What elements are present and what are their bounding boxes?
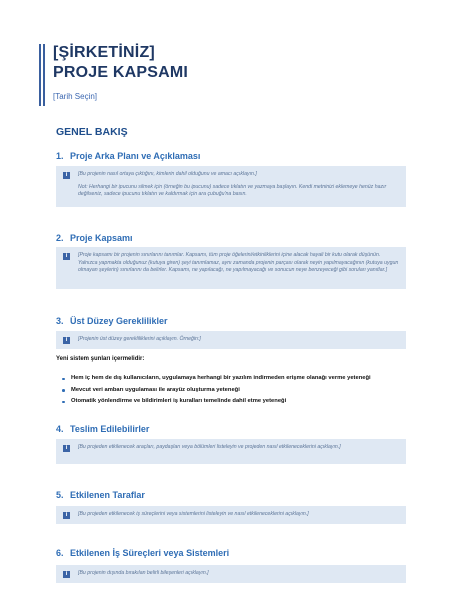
overview-heading: GENEL BAKIŞ [56, 126, 128, 138]
tip-box[interactable] [56, 565, 406, 583]
section-heading-2 [56, 233, 133, 244]
tip-box[interactable] [56, 331, 406, 349]
section-heading-1 [56, 151, 200, 162]
section-title: Üst Düzey Gereklilikler [70, 316, 168, 326]
tip-text: [Bu projeden etkilenecek iş süreçlerini veya sistemlerini listeleyin ve nasıl etkileneceklerini açıklayın.] [78, 511, 309, 517]
section-title: Proje Arka Planı ve Açıklaması [70, 151, 201, 161]
info-icon: i [63, 512, 70, 519]
info-icon: i [63, 571, 70, 578]
section-number: 6. [56, 548, 64, 558]
section-title: Proje Kapsamı [70, 233, 133, 243]
requirements-list [62, 373, 371, 408]
tip-text: Not: Herhangi bir ipucunu silmek için (örneğin bu ipucunu) sadece tıklatın ve yazmaya başlayın. Kendi metninizi eklemeye henüz hazır değilseniz, sadece ipucunu tıklatın ve kaldırmak için ara çubuğu'na basın. [78, 183, 387, 198]
info-icon: i [63, 172, 70, 179]
company-name[interactable]: [ŞİRKETİNİZ] [53, 44, 155, 61]
bullet-icon [62, 389, 65, 392]
tip-text: [Projenin üst düzey gerekliliklerini açıklayın. Örneğin:] [78, 336, 201, 342]
section-title: Teslim Edilebilirler [70, 424, 150, 434]
info-icon: i [63, 337, 70, 344]
section-heading-4 [56, 424, 149, 435]
tip-box[interactable] [56, 166, 406, 207]
section-title: Etkilenen İş Süreçleri veya Sistemleri [70, 548, 230, 558]
section-number: 4. [56, 424, 64, 434]
date-picker[interactable]: [Tarih Seçin] [53, 92, 98, 101]
section-number: 2. [56, 233, 64, 243]
section-title: Etkilenen Taraflar [70, 490, 145, 500]
section-number: 5. [56, 490, 64, 500]
tip-box[interactable] [56, 439, 406, 464]
tip-text: [Bu projenin dışında bırakılan belirli bileşenleri açıklayın.] [78, 570, 209, 576]
section-heading-6 [56, 548, 229, 559]
list-item: Mevcut veri ambarı uygulaması ile arayüz oluşturma yeteneği [62, 385, 371, 397]
tip-text: [Bu projeden etkilenecek araçları, paydaşları veya bölümleri listeleyin ve projeden nasıl etkileneceklerini açıklayın.] [78, 444, 341, 450]
section-heading-3 [56, 316, 168, 327]
info-icon: i [63, 253, 70, 260]
section-heading-5 [56, 490, 145, 501]
tip-box[interactable] [56, 247, 406, 289]
list-item: Otomatik yönlendirme ve bildirimleri iş kuralları temelinde dahil etme yeteneği [62, 396, 371, 408]
title-accent-bars [39, 44, 48, 106]
tip-box[interactable] [56, 506, 406, 524]
bullet-icon [62, 401, 65, 404]
document-title: PROJE KAPSAMI [53, 64, 189, 81]
list-item: Hem iç hem de dış kullanıcıların, uygulamaya herhangi bir yazılım indirmeden erişme olanağı verme yeteneği [62, 373, 371, 385]
tip-text: [Proje kapsamı bir projenin sınırlarını tanımlar. Kapsamı, tüm proje öğelerini/etkinliklerini içine alacak hayali bir kutu olarak düşünün. Yalnızca yapmakta olduğunuz (kutuya giren) şeyi tanımlamaz, aynı zamanda projenin parçası olarak neyin yapılmayacağının (kutuya uygun olmayan şeylerin) sınırlarını da belirler. Kapsamı, ne yapılacağı, ne yapılmayacağı ve sonucun neye benzeyeceği gibi soruları yanıtlar.] [78, 252, 399, 274]
section-number: 1. [56, 151, 64, 161]
tip-text: [Bu projenin nasıl ortaya çıktığını, kimlerin dahil olduğunu ve amacı açıklayın.] [78, 171, 257, 177]
section-number: 3. [56, 316, 64, 326]
requirements-intro: Yeni sistem şunları içermelidir: [56, 356, 145, 362]
info-icon: i [63, 445, 70, 452]
bullet-icon [62, 378, 65, 381]
